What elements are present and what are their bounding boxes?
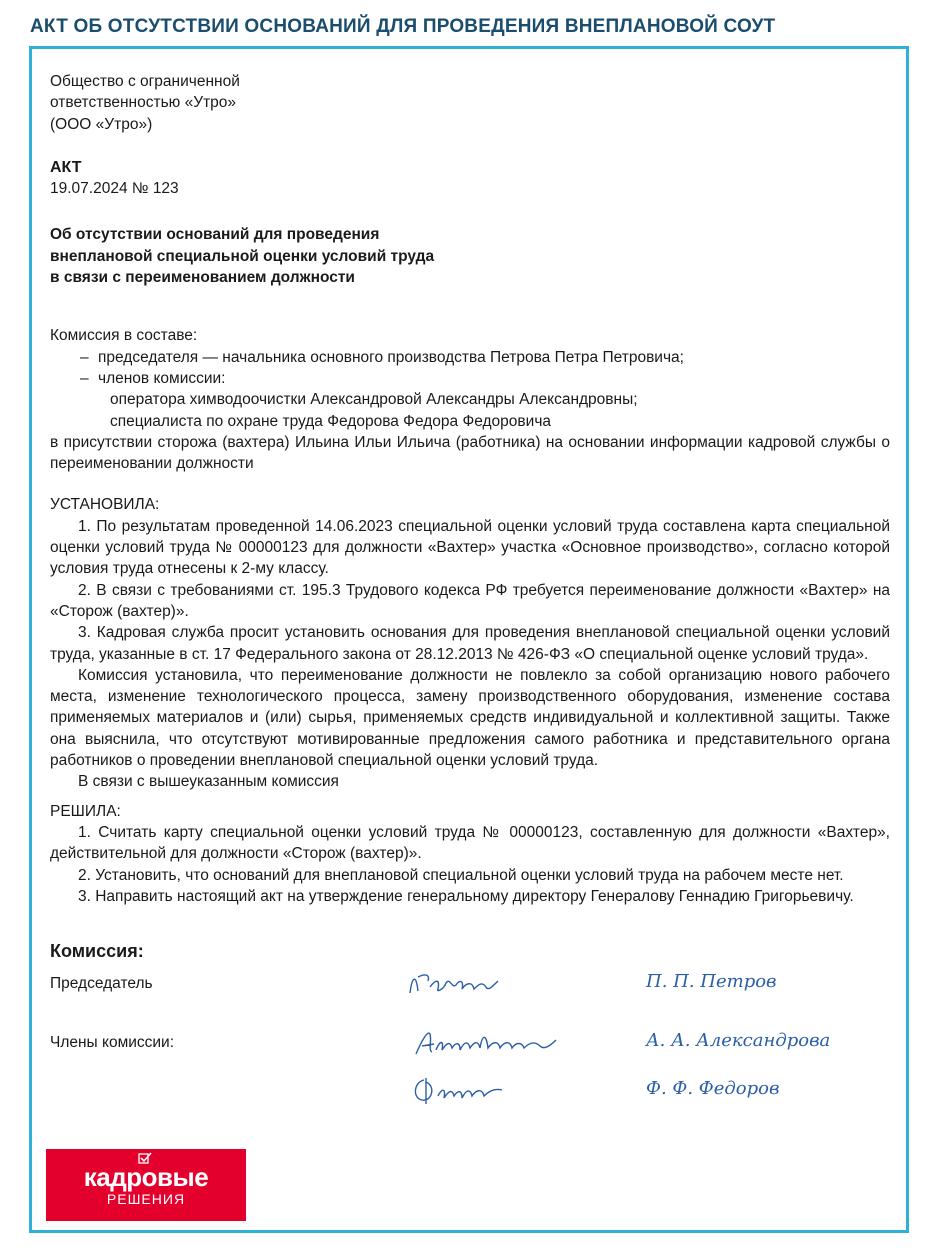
chairman-role: Председатель bbox=[50, 975, 153, 993]
chairman-name: П. П. Петров bbox=[646, 971, 777, 993]
decided-label: РЕШИЛА: bbox=[50, 802, 121, 820]
member-1-name: А. А. Александрова bbox=[646, 1030, 831, 1052]
established-item: Комиссия установила, что переименование должности не повлекло за собой организацию нового рабочего места, изменение технологического процесса, замену производственного оборудования, изменение состава применяемых материалов и (или) сырья, применяемых средств индивидуальной и коллективной защиты. Также она выяснила, что отсутствуют мотивированные предложения самого работника и представительного органа работников о проведении внеплановой специальной оценки условий труда. bbox=[50, 666, 890, 770]
subject-line: внеплановой специальной оценки условий труда bbox=[50, 247, 435, 265]
members-text: членов комиссии: bbox=[98, 369, 226, 387]
kadrovye-resheniya-logo bbox=[46, 1149, 246, 1221]
members-item bbox=[50, 368, 890, 389]
logo-line-1: кадровые bbox=[83, 1162, 209, 1192]
commission-intro: Комиссия в составе: bbox=[50, 327, 198, 345]
act-document bbox=[50, 71, 890, 1101]
presence-text: в присутствии сторожа (вахтера) Ильина Ильи Ильича (работника) на основании информации кадровой службы о переименовании должности bbox=[50, 433, 890, 473]
member-item: оператора химводоочистки Александровой Александры Александровны; bbox=[110, 391, 638, 409]
subject-line: Об отсутствии оснований для проведения bbox=[50, 226, 380, 244]
chairman-signature bbox=[406, 967, 506, 1003]
act-subject bbox=[50, 224, 890, 288]
decided-item: 3. Направить настоящий акт на утверждение генеральному директору Генералову Геннадию Григорьевичу. bbox=[78, 887, 854, 905]
member-1-signature bbox=[412, 1026, 562, 1062]
established-item: 2. В связи с требованиями ст. 195.3 Трудового кодекса РФ требуется переименование должности «Вахтер» на «Сторож (вахтер)». bbox=[50, 581, 890, 620]
subject-line: в связи с переименованием должности bbox=[50, 269, 355, 287]
decided-item: 1. Считать карту специальной оценки условий труда № 00000123, составленную для должности «Вахтер», действительной для должности «Сторож (вахтер)». bbox=[50, 823, 890, 863]
member-2-signature-row bbox=[50, 1074, 890, 1114]
chairman-signature-row bbox=[50, 967, 890, 1007]
checkmark-icon bbox=[138, 1152, 152, 1164]
page-title: АКТ ОБ ОТСУТСТВИИ ОСНОВАНИЙ ДЛЯ ПРОВЕДЕНИЯ ВНЕПЛАНОВОЙ СОУТ bbox=[30, 16, 776, 37]
member-2-name: Ф. Ф. Федоров bbox=[646, 1078, 780, 1100]
established-label: УСТАНОВИЛА: bbox=[50, 496, 160, 514]
organization-name bbox=[50, 71, 890, 135]
chairman-item bbox=[50, 347, 890, 368]
act-label: АКТ bbox=[50, 158, 82, 176]
organization-line: Общество с ограниченной bbox=[50, 73, 240, 90]
organization-line: (ООО «Утро») bbox=[50, 115, 153, 133]
signature-title: Комиссия: bbox=[50, 941, 144, 962]
dash-bullet: – bbox=[80, 369, 89, 387]
member-2-signature bbox=[410, 1074, 510, 1110]
member-item: специалиста по охране труда Федорова Федора Федоровича bbox=[110, 412, 552, 430]
chairman-text: председателя — начальника основного производства Петрова Петра Петровича; bbox=[98, 348, 684, 366]
member-1-signature-row bbox=[50, 1026, 890, 1066]
decided-item: 2. Установить, что оснований для внеплановой специальной оценки условий труда на рабочем месте нет. bbox=[78, 866, 844, 884]
established-item: В связи с вышеуказанным комиссия bbox=[78, 773, 339, 791]
dash-bullet: – bbox=[80, 348, 89, 366]
established-item: 3. Кадровая служба просит установить основания для проведения внеплановой специальной оценки условий труда, указанные в ст. 17 Федерального закона от 28.12.2013 № 426-ФЗ «О специальной оценке условий труда». bbox=[50, 624, 890, 663]
logo-line-2: РЕШЕНИЯ bbox=[106, 1191, 186, 1207]
signature-block bbox=[50, 941, 890, 1101]
established-item: 1. По результатам проведенной 14.06.2023 специальной оценки условий труда составлена карта специальной оценки условий труда № 00000123 для должности «Вахтер» участка «Основное производство», согласно которой условия труда отнесены к 2-му классу. bbox=[50, 517, 890, 578]
commission-composition bbox=[50, 325, 890, 474]
act-date-number: 19.07.2024 № 123 bbox=[50, 180, 179, 198]
members-role: Члены комиссии: bbox=[50, 1034, 175, 1052]
document-frame bbox=[29, 46, 909, 1233]
organization-line: ответственностью «Утро» bbox=[50, 94, 237, 112]
